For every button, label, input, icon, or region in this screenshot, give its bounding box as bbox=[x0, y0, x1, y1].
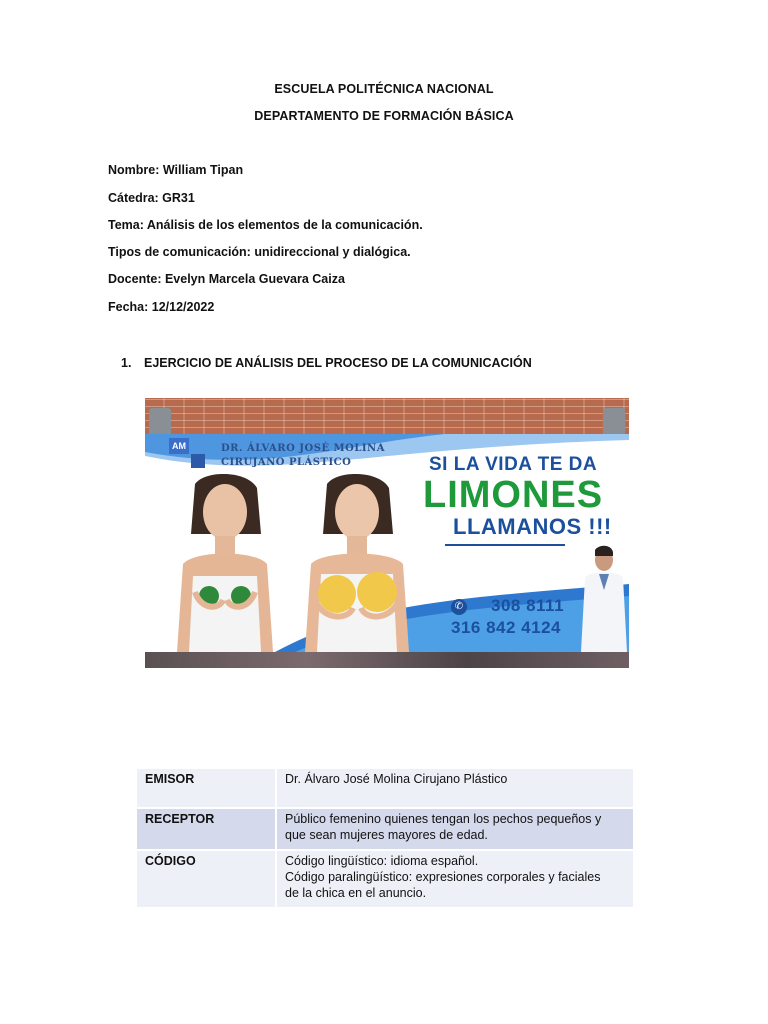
phone-icon: ✆ bbox=[451, 599, 467, 615]
value-line: que sean mujeres mayores de edad. bbox=[285, 828, 488, 842]
doctor-name-line2: CIRUJANO PLÁSTICO bbox=[221, 457, 352, 468]
section-heading bbox=[121, 356, 532, 370]
section-number: 1. bbox=[121, 356, 132, 370]
school-name: ESCUELA POLITÉCNICA NACIONAL bbox=[274, 82, 494, 96]
row-value-emisor bbox=[276, 769, 633, 808]
info-tema: Tema: Análisis de los elementos de la comunicación. bbox=[108, 218, 423, 232]
value-line: de la chica en el anuncio. bbox=[285, 886, 427, 900]
department-name: DEPARTAMENTO DE FORMACIÓN BÁSICA bbox=[254, 109, 514, 123]
phone-number-2: 316 842 4124 bbox=[451, 618, 561, 637]
woman-figure-right bbox=[293, 474, 421, 652]
value-line: Dr. Álvaro José Molina Cirujano Plástico bbox=[285, 772, 508, 786]
clinic-logo-mark bbox=[191, 454, 205, 468]
row-label-codigo: CÓDIGO bbox=[137, 850, 276, 907]
clinic-logo: AM bbox=[169, 438, 189, 454]
row-value-receptor bbox=[276, 808, 633, 850]
row-value-codigo bbox=[276, 850, 633, 907]
brick-wall bbox=[145, 398, 629, 434]
table-row bbox=[137, 850, 633, 907]
table-row bbox=[137, 769, 633, 808]
slogan-line2: LIMONES bbox=[423, 474, 604, 516]
woman-figure-left bbox=[165, 474, 285, 652]
billboard-panel bbox=[145, 434, 629, 652]
slogan-line3: LLAMANOS !!! bbox=[453, 514, 612, 539]
row-label-emisor: EMISOR bbox=[137, 769, 276, 808]
value-line: Código paralingüístico: expresiones corporales y faciales bbox=[285, 870, 601, 884]
billboard-image bbox=[145, 398, 629, 668]
phone-number-1: 308 8111 bbox=[491, 596, 565, 615]
info-tipos: Tipos de comunicación: unidireccional y dialógica. bbox=[108, 245, 411, 259]
value-line: Código lingüístico: idioma español. bbox=[285, 854, 479, 868]
row-label-receptor: RECEPTOR bbox=[137, 808, 276, 850]
info-catedra: Cátedra: GR31 bbox=[108, 191, 195, 205]
section-title: EJERCICIO DE ANÁLISIS DEL PROCESO DE LA COMUNICACIÓN bbox=[144, 356, 532, 370]
doctor-name-line1: DR. ÁLVARO JOSÉ MOLINA bbox=[221, 443, 385, 454]
table-row bbox=[137, 808, 633, 850]
info-fecha: Fecha: 12/12/2022 bbox=[108, 300, 215, 314]
communication-analysis-table bbox=[137, 769, 633, 907]
info-nombre: Nombre: William Tipan bbox=[108, 163, 244, 177]
value-line: Público femenino quienes tengan los pechos pequeños y bbox=[285, 812, 602, 826]
info-docente: Docente: Evelyn Marcela Guevara Caiza bbox=[108, 272, 345, 286]
billboard-base bbox=[145, 652, 629, 668]
doctor-figure bbox=[579, 544, 629, 652]
slogan-line1: SI LA VIDA TE DA bbox=[429, 454, 598, 475]
doctor-name-sign bbox=[221, 442, 391, 470]
